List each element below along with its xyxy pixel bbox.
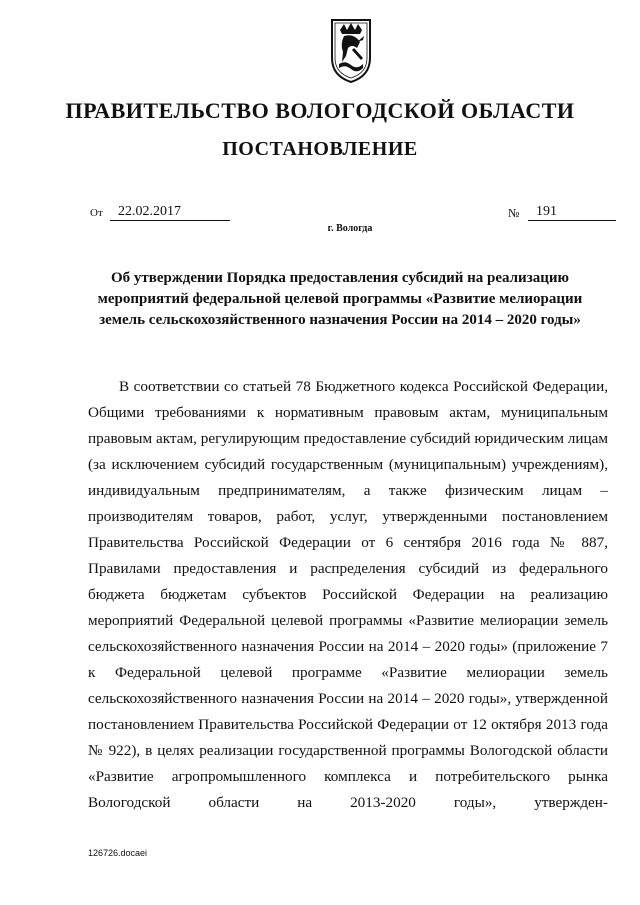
number-label: № [508,206,520,220]
document-meta-row [90,204,610,224]
vologda-coat-of-arms-icon [330,18,372,84]
document-type: ПОСТАНОВЛЕНИЕ [222,138,418,160]
city-line: г. Вологда [327,223,373,234]
document-subject: Об утверждении Порядка предоставления субсидий на реализацию мероприятий федеральной целевой программы «Развитие мелиорации земель сельскохозяйственного назначения России на 2014 – 2020 годы» [97,270,583,328]
body-paragraph: В соответствии со статьей 78 Бюджетного кодекса Российской Федерации, Общими требованиями к нормативным правовым актам, муниципальным правовым актам, регулирующим предоставление субсидий юридическим лицам (за исключением субсидий государственным (муниципальным) учреждениям), индивидуальным предпринимателям, а также физическим лицам – производителям товаров, работ, услуг, утвержденными постановлением Правительства Российской Федерации от 6 сентября 2016 года № 887, Правилами предоставления и распределения субсидий из федерального бюджета бюджетам субъектов Российской Федерации на реализацию мероприятий Федеральной целевой программы «Развитие мелиорации земель сельскохозяйственного назначения России на 2014 – 2020 годы» (приложение 7 к Федеральной целевой программе «Развитие мелиорации земель сельскохозяйственного назначения России на 2014 – 2020 годы», утвержденной постановлением Правительства Российской Федерации от 12 октября 2013 года № 922), в целях реализации государственной программы Вологодской области «Развитие агропромышленного комплекса и потребительского рынка Вологодской области на 2013-2020 годы», утвержден- [88,378,608,811]
document-number: 191 [528,204,616,221]
organization-title: ПРАВИТЕЛЬСТВО ВОЛОГОДСКОЙ ОБЛАСТИ [65,98,575,123]
footer-file-name: 126726.docaei [88,848,148,858]
date-label: От [90,207,103,219]
document-body [88,374,608,816]
document-date: 22.02.2017 [110,204,230,221]
